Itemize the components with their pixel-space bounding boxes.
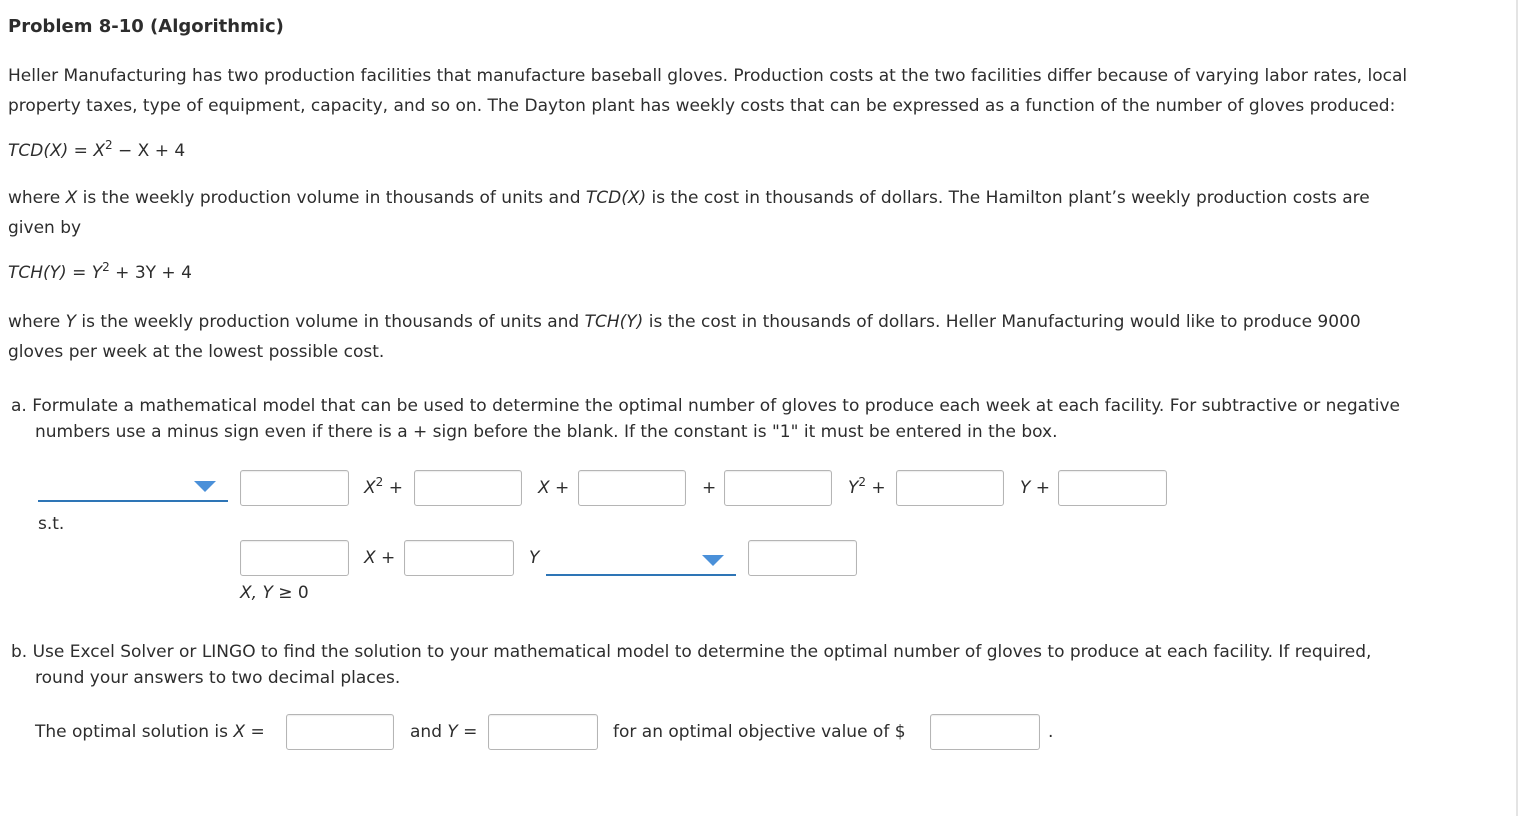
solution-x-input[interactable] [286, 714, 394, 750]
intro-paragraph-3-line-2: gloves per week at the lowest possible cost. [8, 342, 385, 362]
intro-line-1: Heller Manufacturing has two production facilities that manufacture baseball gloves. Production costs at the two facilities differ because of varying labor rates, local [8, 66, 1408, 86]
sentence-period: . [1048, 722, 1054, 742]
obj-y-coefficient-input[interactable] [896, 470, 1004, 506]
part-a-instructions [11, 393, 1400, 445]
constraint-y-coefficient-input[interactable] [404, 540, 514, 576]
constraint-x-coefficient-input[interactable] [240, 540, 349, 576]
part-a-line-1: a. Formulate a mathematical model that can be used to determine the optimal number of gloves to produce each week at each facility. For subtractive or negative [11, 396, 1400, 416]
intro-paragraph-3 [8, 307, 1361, 367]
part-b-line-1: b. Use Excel Solver or LINGO to find the solution to your mathematical model to determine the optimal number of gloves to produce at each facility. If required, [11, 642, 1372, 662]
obj-x2-term: $X^2$ + [364, 475, 403, 498]
solution-and-label: and Y = [410, 722, 478, 742]
obj-y2-term: $Y^2$ + [848, 475, 886, 498]
dropdown-arrow-icon [194, 481, 216, 492]
solution-y-input[interactable] [488, 714, 598, 750]
constraint-relation-dropdown[interactable] [546, 552, 736, 576]
problem-title: Problem 8-10 (Algorithmic) [8, 16, 284, 37]
part-a-line-2: numbers use a minus sign even if there is a + sign before the blank. If the constant is "1" it must be entered in the box. [35, 422, 1058, 442]
constraint-rhs-input[interactable] [748, 540, 857, 576]
objective-sense-dropdown[interactable] [38, 478, 228, 502]
hamilton-cost-equation: $TCH(Y) = Y^2 + 3Y + 4$ [8, 260, 192, 283]
objective-value-input[interactable] [930, 714, 1040, 750]
objective-value-label: for an optimal objective value of $ [613, 722, 906, 742]
dayton-cost-equation: $TCD(X) = X^2 - X + 4$ [8, 138, 186, 161]
intro-paragraph-2 [8, 183, 1370, 243]
obj-plus-sign: + [702, 478, 717, 498]
obj-x-coefficient-input[interactable] [414, 470, 522, 506]
obj-x-term: X + [538, 478, 570, 498]
intro-paragraph-1 [8, 61, 1407, 121]
nonnegativity-constraint: X, Y ≥ 0 [240, 583, 309, 603]
part-b-line-2: round your answers to two decimal places. [35, 668, 401, 688]
intro-paragraph-3-line-1: where Y is the weekly production volume in thousands of units and TCH(Y) is the cost in thousands of dollars. Heller Manufacturing would like to produce 9000 [8, 312, 1361, 332]
dropdown-arrow-icon [702, 555, 724, 566]
obj-x2-coefficient-input[interactable] [240, 470, 349, 506]
intro-paragraph-2-line-1: where X is the weekly production volume in thousands of units and TCD(X) is the cost in thousands of dollars. The Hamilton plant’s weekly production costs are [8, 188, 1370, 208]
obj-y-constant-input[interactable] [1058, 470, 1167, 506]
part-b-instructions [11, 639, 1371, 691]
solution-prefix-label: The optimal solution is X = [35, 722, 265, 742]
constraint-x-term: X + [364, 548, 396, 568]
subject-to-label: s.t. [38, 514, 65, 534]
constraint-y-term: Y [529, 548, 540, 568]
obj-y2-coefficient-input[interactable] [724, 470, 832, 506]
obj-y-term: Y + [1020, 478, 1051, 498]
intro-line-2: property taxes, type of equipment, capacity, and so on. The Dayton plant has weekly costs that can be expressed as a function of the number of gloves produced: [8, 96, 1396, 116]
intro-paragraph-2-line-2: given by [8, 218, 82, 238]
obj-x-constant-input[interactable] [578, 470, 686, 506]
